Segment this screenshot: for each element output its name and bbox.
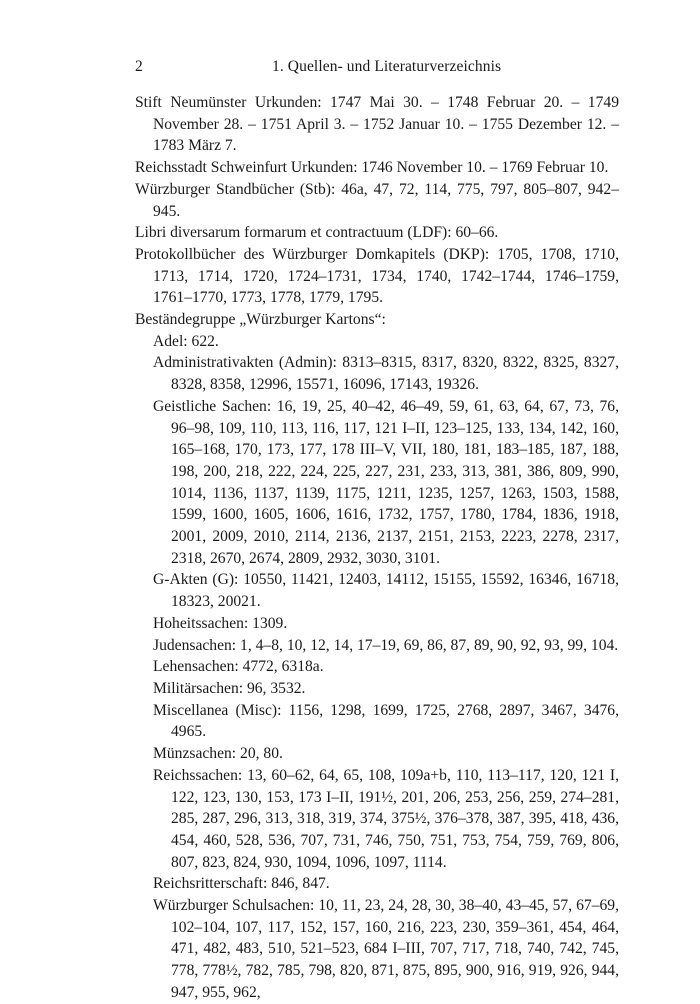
subentry-militaersachen: Militärsachen: 96, 3532. [153,679,306,697]
page-body [135,92,619,1004]
subentry-administrativakten: Administrativakten (Admin): 8313–8315, 8317, 8320, 8322, 8325, 8327, 8328, 8358, 12996, 15571, 16096, 17143, 19326. [153,354,619,394]
subentry-adel: Adel: 622. [153,332,219,350]
subentry-hoheitssachen: Hoheitssachen: 1309. [153,614,288,632]
subentry-reichsritterschaft: Reichsritterschaft: 846, 847. [153,875,330,893]
subentry-judensachen: Judensachen: 1, 4–8, 10, 12, 14, 17–19, 69, 86, 87, 89, 90, 92, 93, 99, 104. [153,636,619,654]
page-number: 2 [135,58,143,75]
subentry-schulsachen: Würzburger Schulsachen: 10, 11, 23, 24, 28, 30, 38–40, 43–45, 57, 67–69, 102–104, 107, 117, 152, 157, 160, 216, 223, 230, 359–361, 454, 464, 471, 482, 483, 510, 521–523, 684 I–III, 707, 717, 718, 740, 742, 745, 778, 778½, 782, 785, 798, 820, 871, 875, 895, 900, 916, 919, 926, 944, 947, 955, 962, [153,897,619,1001]
subentry-miscellanea: Miscellanea (Misc): 1156, 1298, 1699, 1725, 2768, 2897, 3467, 3476, 4965. [153,701,619,741]
subentry-lehensachen: Lehensachen: 4772, 6318a. [153,658,324,676]
subentry-geistliche-sachen: Geistliche Sachen: 16, 19, 25, 40–42, 46–49, 59, 61, 63, 64, 67, 73, 76, 96–98, 109, 110, 113, 116, 117, 121 I–II, 123–125, 133, 134, 142, 160, 165–168, 170, 173, 177, 178 III–V, VII, 180, 181, 183–185, 187, 188, 198, 200, 218, 222, 224, 225, 227, 231, 233, 313, 381, 386, 809, 990, 1014, 1136, 1137, 1139, 1175, 1211, 1235, 1257, 1263, 1503, 1588, 1599, 1600, 1605, 1606, 1616, 1732, 1757, 1780, 1784, 1836, 1918, 2001, 2009, 2010, 2114, 2136, 2137, 2151, 2153, 2223, 2278, 2317, 2318, 2670, 2674, 2809, 2932, 3030, 3101. [153,397,619,567]
subentry-reichssachen: Reichssachen: 13, 60–62, 64, 65, 108, 109a+b, 110, 113–117, 120, 121 I, 122, 123, 130, 153, 173 I–II, 191½, 201, 206, 253, 256, 259, 274–281, 285, 287, 296, 313, 318, 319, 374, 375½, 376–378, 387, 395, 418, 436, 454, 460, 528, 536, 707, 731, 746, 750, 751, 753, 754, 759, 769, 806, 807, 823, 824, 930, 1094, 1096, 1097, 1114. [153,766,619,871]
running-header-title: 1. Quellen- und Literaturverzeichnis [272,58,502,75]
entry-stift-neumuenster: Stift Neumünster Urkunden: 1747 Mai 30. – 1748 Februar 20. – 1749 November 28. – 1751 April 3. – 1752 Januar 10. – 1755 Dezember 12. – 1783 März 7. [135,94,619,155]
subentry-muenzsachen: Münzsachen: 20, 80. [153,745,283,763]
entry-protokollbuecher: Protokollbücher des Würzburger Domkapitels (DKP): 1705, 1708, 1710, 1713, 1714, 1720, 1724–1731, 1734, 1740, 1742–1744, 1746–1759, 1761–1770, 1773, 1778, 1779, 1795. [135,245,619,307]
entry-reichsstadt-schweinfurt: Reichsstadt Schweinfurt Urkunden: 1746 November 10. – 1769 Februar 10. [135,159,609,177]
entry-libri-diversarum: Libri diversarum formarum et contractuum (LDF): 60–66. [135,224,499,242]
group-heading: Beständegruppe „Würzburger Kartons“: [135,311,386,329]
subentry-g-akten: G-Akten (G): 10550, 11421, 12403, 14112, 15155, 15592, 16346, 16718, 18323, 20021. [153,571,619,611]
running-header [135,58,618,80]
entry-standbuecher: Würzburger Standbücher (Stb): 46a, 47, 72, 114, 775, 797, 805–807, 942–945. [135,180,619,220]
